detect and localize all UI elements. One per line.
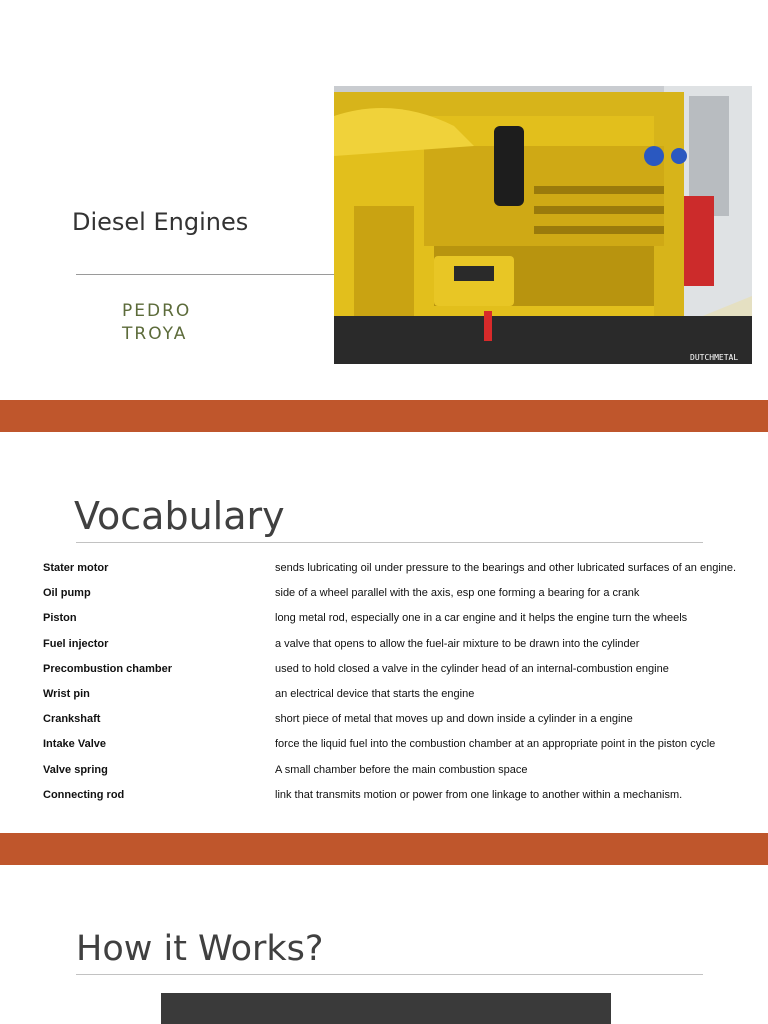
vocabulary-term: Crankshaft	[43, 713, 101, 726]
vocabulary-term: Intake Valve	[43, 738, 106, 751]
slide-separator-band	[0, 833, 768, 865]
vocabulary-row	[0, 638, 768, 658]
vocabulary-definition: sends lubricating oil under pressure to the bearings and other lubricated surfaces of an engine.	[275, 562, 737, 574]
vocabulary-term: Fuel injector	[43, 637, 109, 650]
vocabulary-definition: A small chamber before the main combustion space	[275, 763, 528, 776]
vocabulary-row	[0, 562, 768, 582]
vocabulary-row	[0, 688, 768, 708]
vocabulary-row	[0, 789, 768, 809]
vocabulary-row	[0, 587, 768, 607]
vocabulary-term: Wrist pin	[43, 688, 90, 700]
slide-title	[0, 0, 768, 400]
vocabulary-definition: force the liquid fuel into the combustion chamber at an appropriate point in the piston cycle	[275, 738, 716, 751]
vocabulary-definition: link that transmits motion or power from one linkage to another within a mechanism.	[275, 788, 683, 801]
vocabulary-definition: short piece of metal that moves up and down inside a cylinder in a engine	[275, 713, 633, 726]
vocabulary-term: Valve spring	[43, 763, 108, 776]
slide-vocabulary	[0, 432, 768, 833]
vocabulary-term: Precombustion chamber	[43, 662, 172, 675]
slide-how-it-works	[0, 865, 768, 1024]
vocabulary-term: Piston	[43, 612, 77, 625]
diesel-engine-photo	[334, 86, 752, 364]
vocabulary-definition: long metal rod, especially one in a car engine and it helps the engine turn the wheels	[275, 612, 688, 625]
vocabulary-definition: side of a wheel parallel with the axis, esp one forming a bearing for a crank	[275, 587, 640, 600]
vocabulary-row	[0, 663, 768, 683]
photo-watermark: DUTCHMETAL	[690, 353, 739, 362]
vocabulary-term: Oil pump	[43, 587, 91, 600]
author-first-name: PEDRO	[122, 301, 192, 321]
vocabulary-definition: used to hold closed a valve in the cylinder head of an internal-combustion engine	[275, 662, 669, 675]
vocabulary-row	[0, 738, 768, 758]
vocabulary-term: Stater motor	[43, 562, 109, 574]
slide-separator-band	[0, 400, 768, 432]
vocabulary-heading: Vocabulary	[74, 494, 285, 538]
how-it-works-divider	[76, 974, 703, 975]
vocabulary-term: Connecting rod	[43, 788, 125, 801]
vocabulary-definition: a valve that opens to allow the fuel-air mixture to be drawn into the cylinder	[275, 637, 640, 650]
author-last-name: TROYA	[122, 324, 188, 344]
slide-title-text: Diesel Engines	[72, 208, 249, 236]
vocabulary-row	[0, 764, 768, 784]
vocabulary-divider	[76, 542, 703, 543]
how-it-works-heading: How it Works?	[76, 929, 324, 969]
title-divider	[76, 274, 334, 275]
author-name	[122, 300, 191, 346]
embedded-video-frame[interactable]	[161, 993, 611, 1024]
vocabulary-definition: an electrical device that starts the engine	[275, 688, 475, 700]
vocabulary-row	[0, 713, 768, 733]
vocabulary-row	[0, 612, 768, 632]
